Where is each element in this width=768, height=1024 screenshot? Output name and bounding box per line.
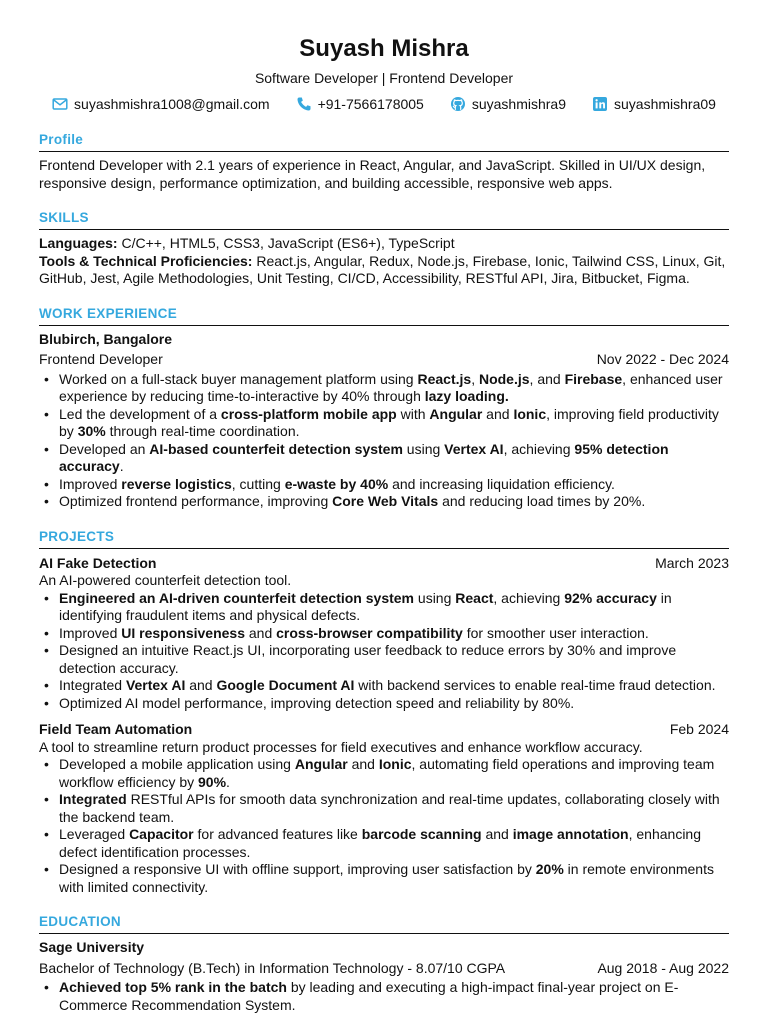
text: and — [481, 826, 513, 842]
bold-text: 30% — [77, 423, 106, 439]
text: , enhancing defect identification processes. — [59, 826, 702, 860]
bullet-item — [59, 695, 729, 713]
section-heading-education: EDUCATION — [39, 913, 729, 934]
contact-email[interactable] — [52, 95, 270, 113]
bold-text: Ionic — [513, 405, 547, 422]
text: , automating field operations and improving team workflow efficiency by — [59, 756, 715, 790]
project-item — [39, 721, 729, 896]
text: Optimized frontend performance, improving — [59, 493, 333, 509]
email-icon — [52, 96, 68, 112]
bullet-item — [59, 791, 729, 826]
skills-section — [39, 209, 729, 288]
text: , enhanced user experience by reducing time-to-interactive by 40% through — [59, 370, 723, 404]
bold-text: Google Document AI — [216, 677, 355, 693]
skills-languages — [39, 235, 729, 253]
text: and — [347, 756, 379, 772]
school-name: Sage University — [39, 939, 145, 955]
bullet-item — [59, 441, 729, 476]
candidate-name: Suyash Mishra — [299, 35, 469, 62]
bold-text: Angular — [294, 756, 348, 772]
text: Improved — [59, 624, 122, 641]
text: and increasing liquidation efficiency. — [388, 475, 615, 492]
text: Developed a mobile application using — [59, 756, 295, 772]
bold-text: lazy loading. — [424, 388, 509, 404]
text: through real-time coordination. — [105, 423, 300, 439]
text: , achieving — [493, 589, 565, 606]
bold-text: Integrated — [59, 791, 127, 807]
education-bullets — [39, 979, 729, 1014]
text: . — [226, 773, 230, 790]
text: in remote environments with limited connectivity. — [59, 861, 714, 895]
bold-text: AI-based counterfeit detection system — [149, 440, 403, 457]
bullet-item — [59, 756, 729, 791]
bullet-item — [59, 625, 729, 643]
project-description: An AI-powered counterfeit detection tool. — [39, 572, 292, 588]
github-text: suyashmishra9 — [471, 96, 566, 112]
job-subtitle: Software Developer | Frontend Developer — [254, 70, 514, 86]
company-name: Blubirch, Bangalore — [39, 330, 173, 347]
work-bullets — [39, 371, 729, 511]
bullet-item — [59, 642, 729, 677]
languages-list: C/C++, HTML5, CSS3, JavaScript (ES6+), TypeScript — [117, 235, 455, 251]
education-school-row — [39, 939, 729, 957]
education-section — [39, 913, 729, 1014]
text: , achieving — [503, 440, 575, 457]
contact-linkedin[interactable] — [592, 95, 716, 113]
project-item — [39, 555, 729, 713]
bold-text: Core Web Vitals — [332, 493, 439, 509]
bold-text: Vertex AI — [444, 440, 504, 457]
bold-text: Angular — [429, 405, 483, 422]
bullet-item — [59, 406, 729, 441]
contact-phone[interactable] — [296, 95, 424, 113]
text: . — [119, 458, 124, 474]
skills-tools — [39, 253, 729, 288]
linkedin-text: suyashmishra09 — [614, 96, 716, 112]
bullet-item — [59, 371, 729, 406]
education-dates: Aug 2018 - Aug 2022 — [597, 959, 729, 976]
project-title-row — [39, 555, 729, 573]
job-role: Frontend Developer — [39, 351, 163, 367]
project-title-row — [39, 721, 729, 739]
degree-text: Bachelor of Technology (B.Tech) in Information Technology - 8.07/10 CGPA — [39, 959, 506, 976]
project-date: March 2023 — [655, 554, 729, 571]
work-section — [39, 305, 729, 511]
profile-summary: Frontend Developer with 2.1 years of experience in React, Angular, and JavaScript. Skilled in UI/UX design, responsive design, performance optimization, and building accessible, responsive web apps. — [39, 157, 706, 191]
text: Led the development of a — [59, 405, 221, 422]
bold-text: Capacitor — [129, 826, 194, 842]
text: and — [482, 405, 514, 422]
text: and — [244, 624, 277, 641]
bullet-item — [59, 677, 729, 695]
text: Designed a responsive UI with offline support, improving user satisfaction by — [59, 861, 536, 877]
contact-github[interactable] — [450, 95, 566, 113]
bold-text: Vertex AI — [125, 677, 186, 693]
bold-text: Node.js — [478, 370, 530, 387]
text: Developed an — [59, 440, 150, 457]
text: Improved — [59, 475, 122, 492]
bullet-item — [59, 826, 729, 861]
project-bullets — [39, 590, 729, 713]
text: using — [414, 589, 456, 606]
bold-text: 90% — [198, 773, 227, 790]
section-heading-profile: Profile — [39, 131, 729, 152]
text: , cutting — [231, 475, 285, 492]
projects-section — [39, 528, 729, 897]
bullet-item — [59, 590, 729, 625]
project-title: AI Fake Detection — [39, 554, 157, 571]
bullet-item — [59, 493, 729, 511]
github-icon — [450, 96, 466, 112]
text: RESTful APIs for smooth data synchronization and real-time updates, collaborating closely with the backend team. — [59, 791, 720, 825]
text: with — [396, 405, 430, 422]
project-description: A tool to streamline return product processes for field executives and enhance workflow accuracy. — [39, 738, 643, 755]
text: and reducing load times by 20%. — [438, 493, 646, 509]
bold-text: 92% accuracy — [564, 589, 657, 606]
email-text: suyashmishra1008@gmail.com — [74, 96, 270, 112]
job-dates: Nov 2022 - Dec 2024 — [596, 351, 729, 367]
contact-bar — [39, 95, 729, 113]
text: Integrated — [59, 677, 126, 693]
bold-text: Achieved top 5% rank in the batch — [59, 979, 287, 995]
section-heading-projects: PROJECTS — [39, 528, 729, 549]
text: Leveraged — [59, 826, 130, 842]
text: , improving field productivity by — [59, 405, 719, 439]
tools-label: Tools & Technical Proficiencies: — [39, 252, 253, 269]
bold-text: UI responsiveness — [121, 624, 245, 641]
text: for advanced features like — [193, 826, 362, 842]
bold-text: 95% detection accuracy — [59, 440, 669, 474]
languages-label: Languages: — [39, 235, 118, 251]
section-heading-work: WORK EXPERIENCE — [39, 305, 729, 326]
tools-list: React.js, Angular, Redux, Node.js, Firebase, Ionic, Tailwind CSS, Linux, Git, GitHub, Jest, Agile Methodologies, Unit Testing, CI/CD, Accessibility, RESTful API, Jira, Bitbucket, Figma. — [39, 252, 726, 286]
bullet-item — [59, 861, 729, 896]
education-degree-row — [39, 960, 729, 978]
bold-text: image annotation — [512, 826, 629, 842]
bullet-item — [59, 979, 729, 1014]
phone-icon — [296, 96, 312, 112]
bold-text: React.js — [417, 370, 472, 387]
bold-text: Ionic — [378, 756, 412, 772]
section-heading-skills: SKILLS — [39, 209, 729, 230]
text: , — [471, 370, 479, 387]
text: in identifying fraudulent items and physical defects. — [59, 589, 672, 623]
text: Designed an intuitive React.js UI, incorporating user feedback to reduce errors by 30% and improve detection accuracy. — [59, 642, 677, 676]
text: using — [402, 440, 445, 457]
project-title: Field Team Automation — [39, 721, 193, 737]
bold-text: Firebase — [564, 370, 623, 387]
text: Optimized AI model performance, improving detection speed and reliability by 80%. — [59, 694, 575, 711]
text: with backend services to enable real-time fraud detection. — [354, 677, 716, 693]
bold-text: 20% — [535, 861, 564, 877]
bold-text: barcode scanning — [361, 826, 482, 842]
bold-text: cross-platform mobile app — [220, 405, 397, 422]
work-company-row — [39, 331, 729, 349]
profile-section — [39, 131, 729, 192]
text: by leading and executing a high-impact final-year project on E-Commerce Recommendation System. — [59, 979, 679, 1013]
text: and — [185, 677, 217, 693]
text: Worked on a full-stack buyer management platform using — [59, 370, 418, 387]
text: for smoother user interaction. — [462, 624, 649, 641]
linkedin-icon — [592, 96, 608, 112]
bold-text: reverse logistics — [121, 475, 232, 492]
phone-text: +91-7566178005 — [317, 96, 424, 112]
work-role-row — [39, 351, 729, 369]
bold-text: e-waste by 40% — [284, 475, 389, 492]
bullet-item — [59, 476, 729, 494]
text: , and — [529, 370, 565, 387]
project-date: Feb 2024 — [669, 721, 729, 737]
bold-text: Engineered an AI-driven counterfeit detection system — [59, 589, 415, 606]
bold-text: cross-browser compatibility — [276, 624, 463, 641]
bold-text: React — [455, 589, 494, 606]
project-bullets — [39, 756, 729, 896]
